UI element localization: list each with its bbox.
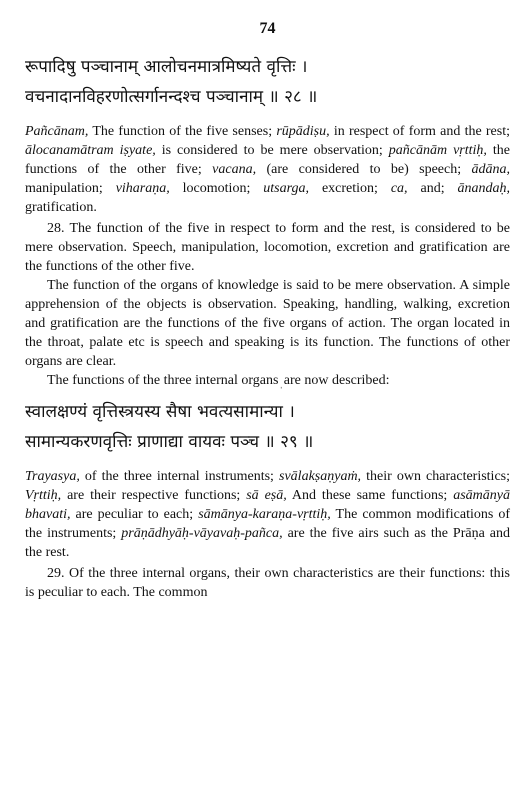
gloss-text: gratification. [25,200,97,215]
sanskrit-term: viharaṇa, [115,181,170,196]
sanskrit-term: svālakṣaṇyaṁ, [279,469,362,484]
sanskrit-term: rūpādiṣu, [276,124,330,139]
gloss-text: are the five airs such as the Prāṇa and the rest. [25,526,510,560]
sanskrit-term: Trayasya, [25,469,80,484]
sanskrit-term: ālocanamātram iṣyate, [25,143,156,158]
verse-28-line-2: वचनादानविहरणोत्सर्गानन्दश्च पञ्चानाम् ॥ २८ ॥ [25,87,318,107]
sanskrit-term: ādāna, [471,162,510,177]
sanskrit-term: ca, [390,181,408,196]
gloss-text: of the three internal instruments; [79,469,280,484]
gloss-text: (are considered to be) speech; [256,162,472,177]
intro-verse-29 [25,371,510,393]
verse-29-line-2: सामान्यकरणवृत्तिः प्राणाद्या वायवः पञ्च ॥ २९ ॥ [25,432,314,452]
gloss-text: is considered to be mere observation; [155,143,389,158]
sanskrit-term: ānandaḥ, [457,181,510,196]
gloss-text: excretion; [309,181,391,196]
sanskrit-term: utsarga, [263,181,310,196]
sanskrit-term: Vṛttiḥ, [25,488,62,503]
gloss-text: the functions of the other five; [25,143,510,177]
gloss-text: are peculiar to each; [70,507,199,522]
verse-29 [25,397,510,457]
gloss-text: and; [407,181,458,196]
gloss-text: locomotion; [169,181,264,196]
verse-28-line-1: रूपादिषु पञ्चानाम् आलोचनमात्रमिष्यते वृत्तिः । [25,57,308,77]
gloss-text: their own characteristics; [361,469,510,484]
gloss-text: The function of the five senses; [88,124,277,139]
sanskrit-term: Pañcānam, [25,124,89,139]
intro-text-end: are now described: [283,373,390,388]
translation-28: 28. The function of the five in respect to form and the rest, is considered to be mere observation. Speech, manipulation, locomotion, excretion and gratification are the functions of the other five. [25,221,510,274]
gloss-text: The common modifications of the instruments; [25,507,511,541]
word-gloss-29 [25,467,510,562]
gloss-text: And these same functions; [286,488,454,503]
intro-text-start: The functions of the three internal organs [47,373,279,388]
sanskrit-term: asāmānyā bhavati, [25,488,510,522]
gloss-text: are their respective functions; [61,488,247,503]
sanskrit-term: pañcānām vṛttiḥ, [388,143,487,158]
commentary-28: The function of the organs of knowledge is said to be mere observation. A simple apprehension of the objects is observation. Speaking, handling, walking, excretion and gratification are the functions of the five organs of action. The organ located in the throat, palate etc is speech and speaking is its function. The functions of other organs are clear. [25,278,510,369]
verse-28 [25,52,510,112]
sanskrit-term: prāṇādhyāḥ-vāyavaḥ-pañca, [121,526,283,541]
sanskrit-term: vacana, [212,162,257,177]
word-gloss-28 [25,122,510,217]
verse-29-line-1: स्वालक्षण्यं वृत्तिस्त्रयस्य सैषा भवत्यसामान्या । [25,402,295,422]
translation-29: 29. Of the three internal organs, their own characteristics are their functions: this is peculiar to each. The common [25,566,510,600]
gloss-text: manipulation; [25,181,116,196]
caret-mark: ˌ [279,378,283,389]
sanskrit-term: sāmānya-karaṇa-vṛttiḥ, [198,507,331,522]
sanskrit-term: sā eṣā, [246,488,287,503]
gloss-text: in respect of form and the rest; [329,124,510,139]
page-number: 74 [259,20,276,37]
